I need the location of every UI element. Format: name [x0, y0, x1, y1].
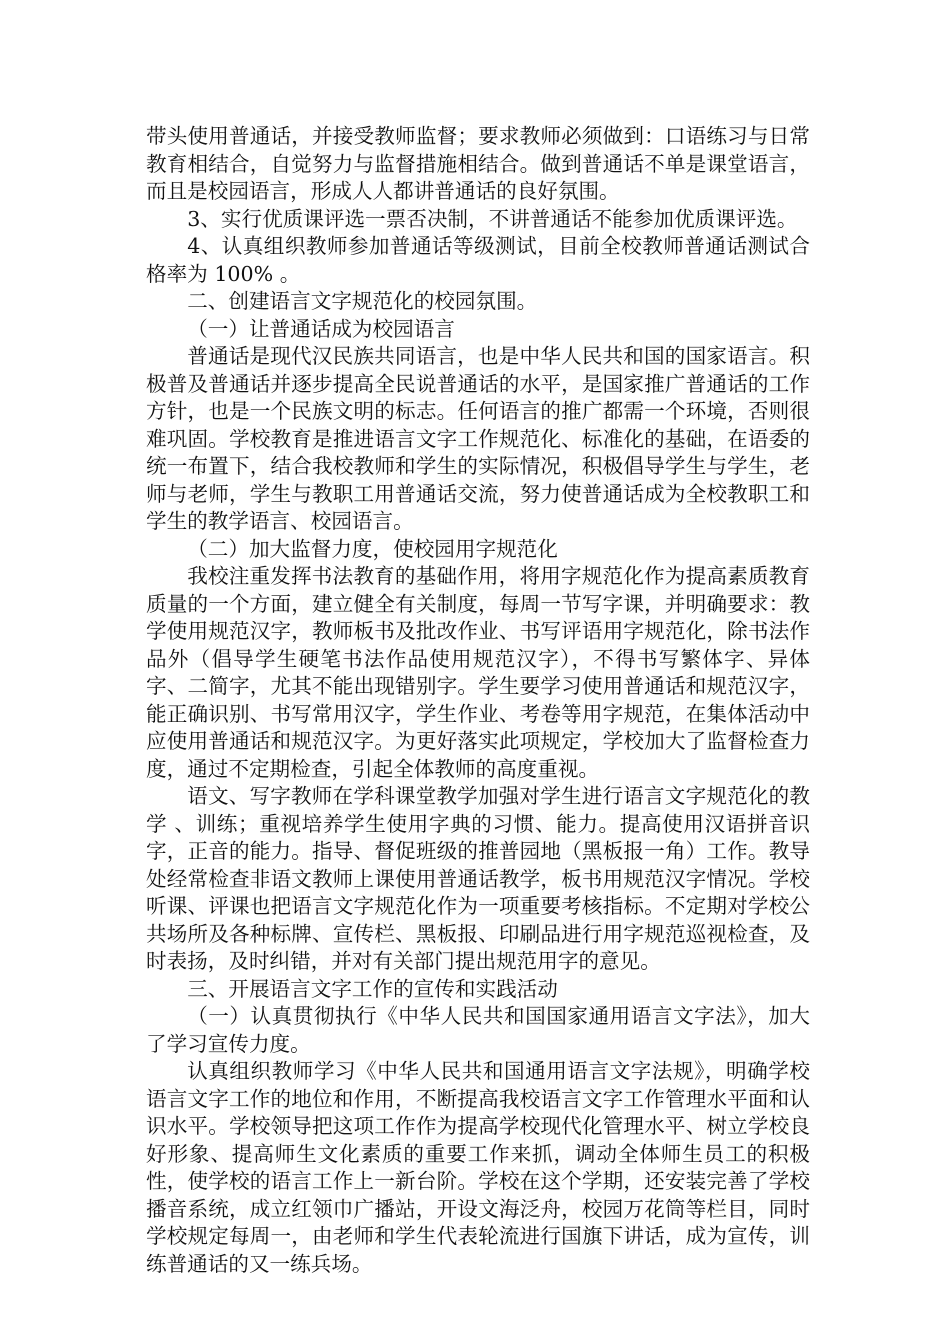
subsection-heading: （二）加大监督力度，使校园用字规范化 [187, 536, 558, 561]
section-heading: 三、开展语言文字工作的宣传和实践活动 [187, 976, 558, 1001]
paragraph: 3、实行优质课评选一票否决制，不讲普通话不能参加优质课评选。 [187, 206, 798, 231]
paragraph: 4、认真组织教师参加普通话等级测试，目前全校教师普通话测试合格率为 100% 。 [146, 234, 810, 286]
paragraph: 带头使用普通话，并接受教师监督；要求教师必须做到：口语练习与日常教育相结合，自觉努力与监督措施相结合。做到普通话不单是课堂语言，而且是校园语言，形成人人都讲普通话的良好氛围。 [146, 124, 810, 203]
section-heading: 二、创建语言文字规范化的校园氛围。 [187, 289, 538, 313]
subsection-heading: （一）认真贯彻执行《中华人民共和国国家通用语言文字法》，加大了学习宣传力度。 [146, 1004, 810, 1056]
paragraph: 认真组织教师学习《中华人民共和国通用语言文字法规》，明确学校语言文字工作的地位和作用，不断提高我校语言文字工作管理水平面和认识水平。学校领导把这项工作作为提高学校现代化管理水平、树立学校良好形象、提高师生文化素质的重要工作来抓，调动全体师生员工的积极性，使学校的语言工作上一新台阶。学校在这个学期，还安装完善了学校播音系统，成立红领巾广播站，开设文海泛舟，校园万花筒等栏目，同时学校规定每周一，由老师和学生代表轮流进行国旗下讲话，成为宣传，训练普通话的又一练兵场。 [146, 1059, 810, 1276]
subsection-heading: （一）让普通话成为校园语言 [187, 316, 455, 341]
paragraph: 普通话是现代汉民族共同语言，也是中华人民共和国的国家语言。积极普及普通话并逐步提高全民说普通话的水平，是国家推广普通话的工作方针，也是一个民族文明的标志。任何语言的推广都需一个环境，否则很难巩固。学校教育是推进语言文字工作规范化、标准化的基础，在语委的统一布置下，结合我校教师和学生的实际情况，积极倡导学生与学生，老师与老师，学生与教职工用普通话交流，努力使普通话成为全校教职工和学生的教学语言、校园语言。 [146, 344, 810, 533]
document-page [146, 123, 810, 1278]
paragraph: 我校注重发挥书法教育的基础作用，将用字规范化作为提高素质教育质量的一个方面，建立健全有关制度，每周一节写字课，并明确要求：教学使用规范汉字，教师板书及批改作业、书写评语用字规范化，除书法作品外（倡导学生硬笔书法作品使用规范汉字），不得书写繁体字、异体字、二简字，尤其不能出现错别字。学生要学习使用普通话和规范汉字，能正确识别、书写常用汉字，学生作业、考卷等用字规范，在集体活动中应使用普通话和规范汉字。为更好落实此项规定，学校加大了监督检查力度，通过不定期检查，引起全体教师的高度重视。 [146, 564, 810, 781]
paragraph: 语文、写字教师在学科课堂教学加强对学生进行语言文字规范化的教学 、训练；重视培养学生使用字典的习惯、能力。提高使用汉语拼音识字，正音的能力。指导、督促班级的推普园地（黑板报一角）工作。教导处经常检查非语文教师上课使用普通话教学，板书用规范汉字情况。学校听课、评课也把语言文字规范化作为一项重要考核指标。不定期对学校公共场所及各种标牌、宣传栏、黑板报、印刷品进行用字规范巡视检查，及时表扬，及时纠错，并对有关部门提出规范用字的意见。 [146, 784, 810, 973]
